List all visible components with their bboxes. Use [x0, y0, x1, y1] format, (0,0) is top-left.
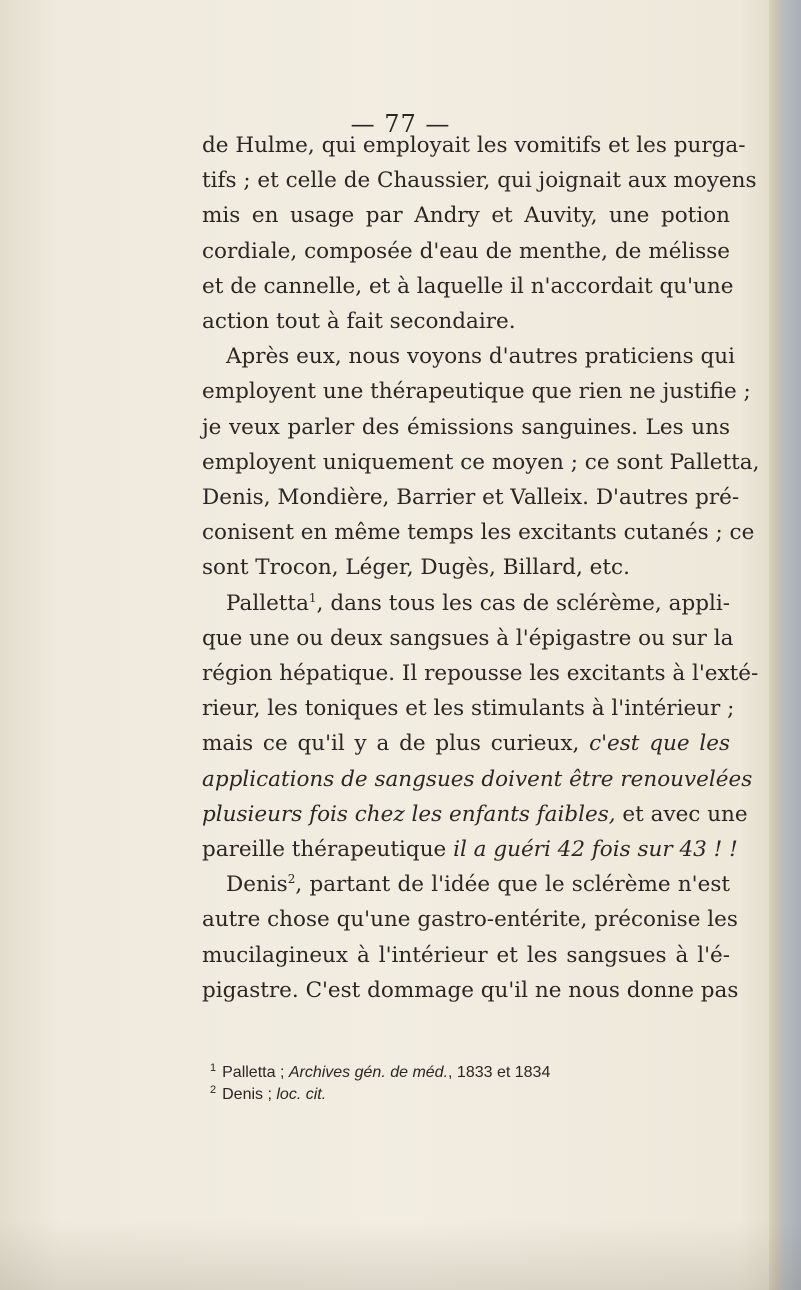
text-run: , partant de l'idée que le sclérème n'est [295, 872, 730, 898]
text-line: mis en usage par Andry et Auvity, une potion [202, 203, 730, 229]
text-line: Denis, Mondière, Barrier et Valleix. D'autres pré- [202, 485, 740, 511]
text-run: Palletta [226, 590, 309, 616]
text-line: Après eux, nous voyons d'autres praticiens qui [226, 344, 735, 370]
text-line: et de cannelle, et à laquelle il n'accordait qu'une [202, 273, 734, 299]
text-run: Palletta ; [222, 1064, 289, 1081]
footnote [210, 1084, 730, 1106]
text-run: , 1833 et 1834 [448, 1064, 551, 1081]
text-run: Denis ; [222, 1086, 277, 1103]
italic-run: plusieurs fois chez les enfants faibles, [202, 801, 616, 827]
page-number: — 77 — [350, 110, 451, 138]
text-line [202, 867, 730, 902]
text-line: employent uniquement ce moyen ; ce sont Palletta, [202, 449, 760, 475]
footnote-ref: 1 [308, 590, 317, 605]
page-edge [769, 0, 801, 1290]
text-run: et avec une [615, 801, 748, 827]
text-line: je veux parler des émissions sanguines. Les uns [202, 414, 730, 440]
footnote-number: 2 [210, 1083, 217, 1096]
text-line: applications de sangsues doivent être renouvelées [202, 766, 753, 792]
italic-run: il a guéri 42 fois sur 43 ! ! [453, 837, 738, 863]
text-line: tifs ; et celle de Chaussier, qui joignait aux moyens [202, 168, 757, 194]
text-line: sont Trocon, Léger, Dugès, Billard, etc. [202, 555, 630, 581]
footnote [210, 1062, 730, 1084]
text-line: employent une thérapeutique que rien ne justifie ; [202, 379, 751, 405]
footnote-number: 1 [210, 1061, 217, 1074]
text-line [202, 726, 730, 761]
text-run: mais ce qu'il y a de plus curieux, [202, 731, 590, 757]
text-line: autre chose qu'une gastro-entérite, préconise les [202, 907, 738, 933]
text-line: rieur, les toniques et les stimulants à l'intérieur ; [202, 696, 735, 722]
text-run: , dans tous les cas de sclérème, appli- [316, 590, 730, 616]
text-line: action tout à fait secondaire. [202, 309, 516, 335]
footnote-ref: 2 [287, 872, 296, 887]
italic-run: c'est que les [589, 731, 731, 757]
text-line: de Hulme, qui employait les vomitifs et les purga- [202, 133, 746, 158]
text-run: Denis [226, 872, 288, 898]
body-text [202, 128, 760, 1008]
footnotes [210, 1062, 730, 1106]
italic-run: Archives gén. de méd. [288, 1064, 449, 1081]
text-line: pigastre. C'est dommage qu'il ne nous donne pas [202, 977, 739, 1003]
text-line [202, 586, 730, 621]
italic-run: loc. cit. [276, 1086, 327, 1103]
text-line: région hépatique. Il repousse les excitants à l'exté- [202, 661, 759, 687]
text-line: conisent en même temps les excitants cutanés ; ce [202, 520, 755, 546]
text-line [202, 832, 738, 867]
text-line: que une ou deux sangsues à l'épigastre ou sur la [202, 625, 734, 651]
page-shadow [0, 1220, 801, 1290]
text-line [202, 797, 748, 832]
text-line: mucilagineux à l'intérieur et les sangsues à l'é- [202, 942, 730, 968]
text-run: pareille thérapeutique [202, 837, 454, 863]
text-line: cordiale, composée d'eau de menthe, de mélisse [202, 238, 730, 264]
